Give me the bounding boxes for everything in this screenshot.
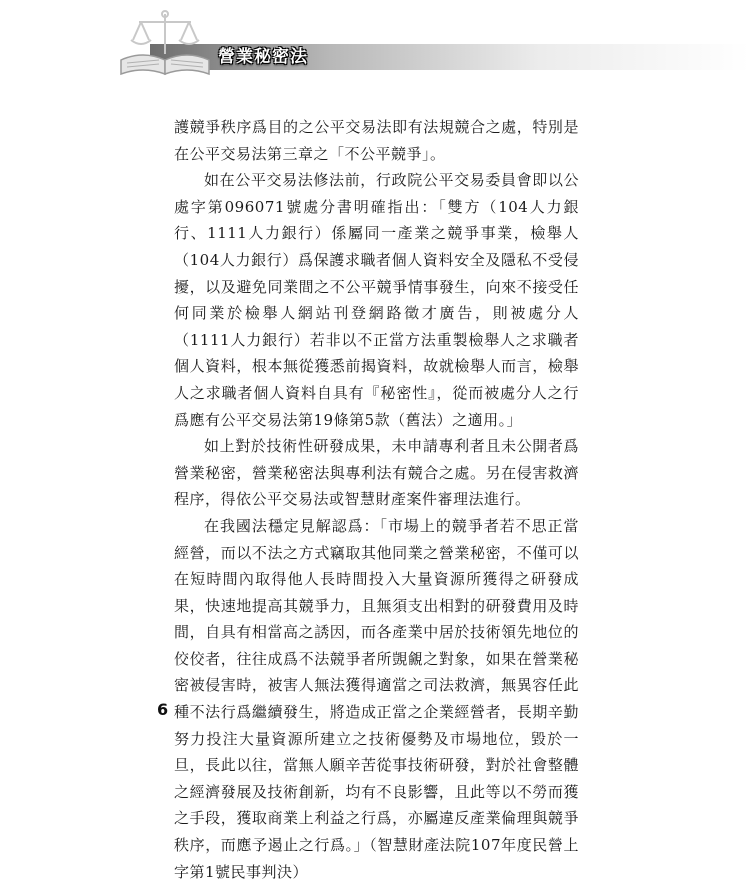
page-header [0,0,750,80]
paragraph-ftc-decision: 如在公平交易法修法前，行政院公平交易委員會即以公處字第096071號處分書明確指出：「雙方（104人力銀行、1111人力銀行）係屬同一產業之競爭事業，檢舉人（104人力銀行）爲保護求職者個人資料安全及隱私不受侵擾，以及避免同業間之不公平競爭情事發生，向來不接受任何同業於檢舉人網站刊登網路徵才廣告，則被處分人（1111人力銀行）若非以不正當方法重製檢舉人之求職者個人資料，根本無從獲悉前揭資料，故就檢舉人而言，檢舉人之求職者個人資料自具有『秘密性』，從而被處分人之行爲應有公平交易法第19條第5款（舊法）之適用。」 [174,171,579,429]
body-text [174,114,579,885]
paragraph-continued: 護競爭秩序爲目的之公平交易法即有法規競合之處，特別是在公平交易法第三章之「不公平競爭」。 [174,118,579,163]
scales-and-book-icon [113,8,223,78]
paragraph-court-view: 在我國法穩定見解認爲：「市場上的競爭者若不思正當經營，而以不法之方式竊取其他同業之營業秘密，不僅可以在短時間內取得他人長時間投入大量資源所獲得之研發成果，快速地提高其競爭力，且無須支出相對的研發費用及時間，自具有相當高之誘因，而各產業中居於技術領先地位的佼佼者，往往成爲不法競爭者所覬覦之對象，如果在營業秘密被侵害時，被害人無法獲得適當之司法救濟，無異容任此種不法行爲繼續發生，將造成正當之企業經營者，長期辛勤努力投注大量資源所建立之技術優勢及市場地位，毀於一旦，長此以往，當無人願辛苦從事技術研發，對於社會整體之經濟發展及技術創新，均有不良影響，且此等以不勞而獲之手段，獲取商業上利益之行爲，亦屬違反產業倫理與競爭秩序，而應予遏止之行爲。」（智慧財產法院107年度民營上字第1號民事判決） [174,516,579,881]
paragraph-patent-overlap: 如上對於技術性研發成果，未申請專利者且未公開者爲營業秘密，營業秘密法與專利法有競合之處。另在侵害救濟程序，得依公平交易法或智慧財產案件審理法進行。 [174,437,579,509]
section-title: 營業秘密法 [218,47,308,67]
page-number: 6 [157,700,169,719]
